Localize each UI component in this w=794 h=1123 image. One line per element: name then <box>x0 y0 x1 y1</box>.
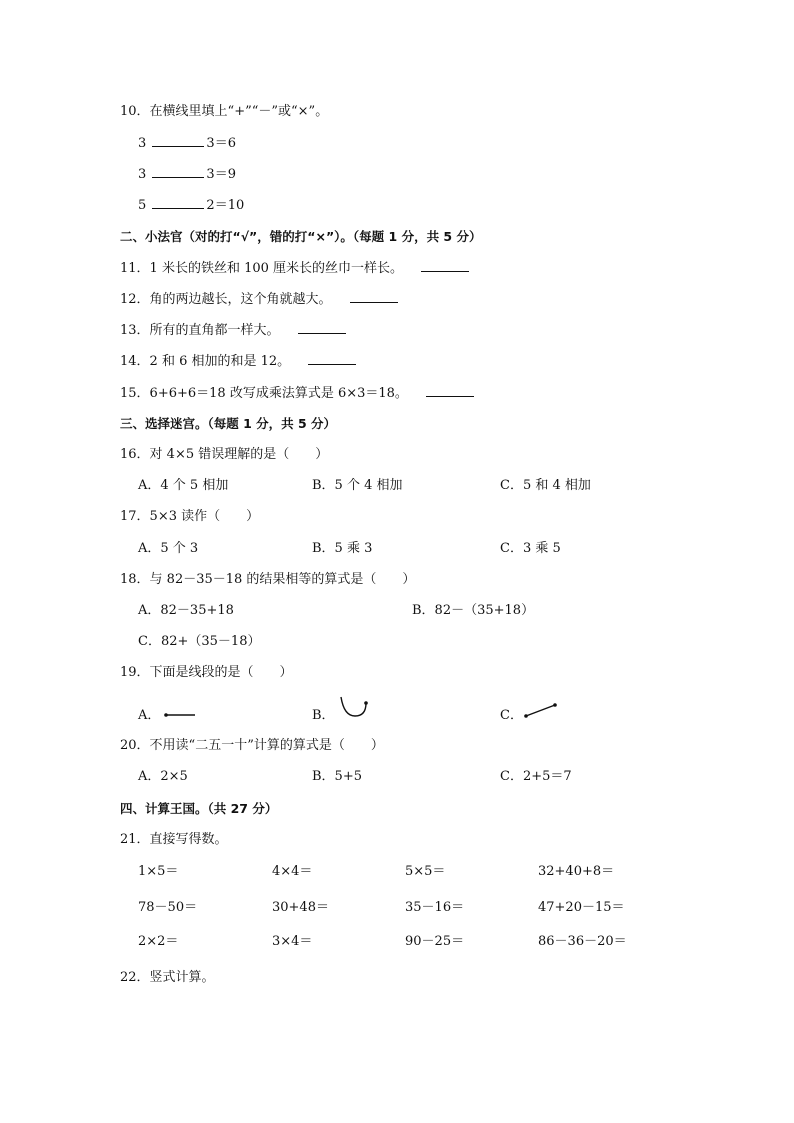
calc-item: 90－25＝ <box>405 934 465 949</box>
q16-option-b[interactable]: B．5 个 4 相加 <box>312 478 403 493</box>
option-label: B． <box>312 708 335 723</box>
judgement-item-15: 15．6+6+6＝18 改写成乘法算式是 6×3＝18。 <box>120 384 474 403</box>
q19-stem: 19．下面是线段的是（ ） <box>120 665 293 680</box>
calc-item: 30+48＝ <box>272 900 329 915</box>
section-heading: 二、小法官（对的打“√”，错的打“×”）。（每题 1 分，共 5 分） <box>120 229 482 244</box>
operand-b: 3＝9 <box>206 167 236 182</box>
section-heading: 三、选择迷宫。（每题 1 分，共 5 分） <box>120 416 337 431</box>
arc-figure <box>336 692 376 722</box>
q17-option-a[interactable]: A．5 个 3 <box>138 541 199 556</box>
section-heading: 四、计算王国。（共 27 分） <box>120 801 278 816</box>
option-label: C． <box>500 708 523 723</box>
judgement-item-13: 13．所有的直角都一样大。 <box>120 321 346 340</box>
calc-item: 86－36－20＝ <box>538 934 627 949</box>
q16-option-a[interactable]: A．4 个 5 相加 <box>138 478 229 493</box>
judgement-item-14: 14．2 和 6 相加的和是 12。 <box>120 352 356 371</box>
q18-option-a[interactable]: A．82－35+18 <box>138 603 234 618</box>
judgement-item-11: 11．1 米长的铁丝和 100 厘米长的丝巾一样长。 <box>120 259 469 278</box>
answer-blank[interactable] <box>426 384 474 397</box>
q16-stem: 16．对 4×5 错误理解的是（ ） <box>120 447 329 462</box>
q20-stem: 20．不用读“二五一十”计算的算式是（ ） <box>120 738 384 753</box>
q18-stem: 18．与 82－35－18 的结果相等的算式是（ ） <box>120 572 416 587</box>
line-segment-slanted-figure <box>520 700 560 722</box>
operand-b: 3＝6 <box>206 136 236 151</box>
q10-row-2 <box>138 165 236 184</box>
judgement-item-12: 12．角的两边越长，这个角就越大。 <box>120 290 398 309</box>
operand-a: 3 <box>138 136 147 151</box>
answer-blank[interactable] <box>350 290 398 303</box>
option-label: A． <box>138 708 161 723</box>
line-segment-figure <box>160 708 200 720</box>
calc-item: 32+40+8＝ <box>538 864 615 879</box>
answer-blank[interactable] <box>152 196 204 209</box>
calc-item: 47+20－15＝ <box>538 900 625 915</box>
q10-row-1 <box>138 134 236 153</box>
q17-option-b[interactable]: B．5 乘 3 <box>312 541 373 556</box>
calc-item: 3×4＝ <box>272 934 313 949</box>
calc-item: 1×5＝ <box>138 864 179 879</box>
q16-option-c[interactable]: C．5 和 4 相加 <box>500 478 591 493</box>
q20-option-a[interactable]: A．2×5 <box>138 769 188 784</box>
q10-stem: 10．在横线里填上“+”“－”或“×”。 <box>120 104 329 119</box>
operand-b: 2＝10 <box>206 198 245 213</box>
calc-item: 35－16＝ <box>405 900 465 915</box>
answer-blank[interactable] <box>298 321 346 334</box>
q20-option-b[interactable]: B．5+5 <box>312 769 362 784</box>
q19-option-a[interactable] <box>138 707 160 725</box>
answer-blank[interactable] <box>152 165 204 178</box>
calc-item: 78－50＝ <box>138 900 198 915</box>
answer-blank[interactable] <box>421 259 469 272</box>
calc-item: 4×4＝ <box>272 864 313 879</box>
q10-row-3 <box>138 196 244 215</box>
q18-option-b[interactable]: B．82－（35+18） <box>412 603 535 618</box>
calc-item: 5×5＝ <box>405 864 446 879</box>
q17-stem: 17．5×3 读作（ ） <box>120 509 260 524</box>
q20-option-c[interactable]: C．2+5＝7 <box>500 769 572 784</box>
answer-blank[interactable] <box>308 352 356 365</box>
q18-option-c[interactable]: C．82+（35－18） <box>138 634 261 649</box>
q19-option-b[interactable] <box>312 707 335 725</box>
q21-stem: 21．直接写得数。 <box>120 832 228 847</box>
operand-a: 3 <box>138 167 147 182</box>
q17-option-c[interactable]: C．3 乘 5 <box>500 541 561 556</box>
operand-a: 5 <box>138 198 147 213</box>
answer-blank[interactable] <box>152 134 204 147</box>
calc-item: 2×2＝ <box>138 934 179 949</box>
q22-stem: 22．竖式计算。 <box>120 970 215 985</box>
